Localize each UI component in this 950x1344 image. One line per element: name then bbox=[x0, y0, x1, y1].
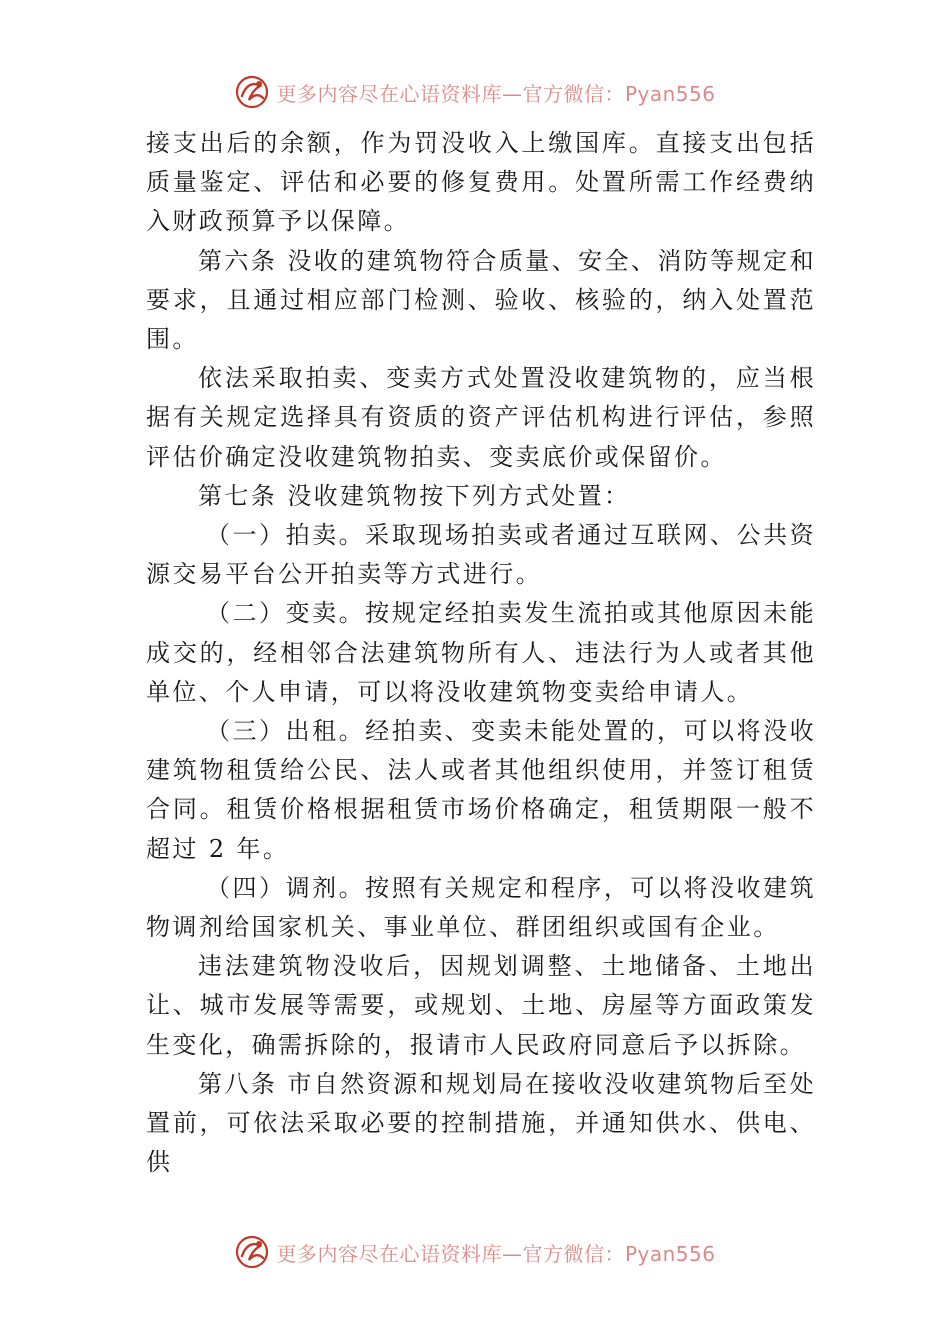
paragraph: （三）出租。经拍卖、变卖未能处置的，可以将没收建筑物租赁给公民、法人或者其他组织使用，并签订租赁合同。租赁价格根据租赁市场价格确定，租赁期限一般不超过 2 年。 bbox=[146, 717, 816, 863]
paragraph: 第六条 没收的建筑物符合质量、安全、消防等规定和要求，且通过相应部门检测、验收、核验的，纳入处置范围。 bbox=[146, 246, 816, 354]
footer-watermark bbox=[0, 1232, 950, 1272]
header-watermark bbox=[0, 72, 950, 112]
paragraph: 违法建筑物没收后，因规划调整、土地储备、土地出让、城市发展等需要，或规划、土地、房屋等方面政策发生变化，确需拆除的，报请市人民政府同意后予以拆除。 bbox=[146, 952, 816, 1059]
paragraph: 第七条 没收建筑物按下列方式处置： bbox=[198, 481, 631, 510]
paragraph: （四）调剂。按照有关规定和程序，可以将没收建筑物调剂给国家机关、事业单位、群团组织或国有企业。 bbox=[146, 873, 816, 942]
document-body bbox=[146, 124, 816, 1182]
signature-logo-icon bbox=[234, 1234, 270, 1270]
watermark-text: 更多内容尽在心语资料库—官方微信：Pyan556 bbox=[276, 81, 716, 106]
paragraph: 第八条 市自然资源和规划局在接收没收建筑物后至处置前，可依法采取必要的控制措施，并通知供水、供电、供 bbox=[146, 1069, 816, 1177]
paragraph: （二）变卖。按规定经拍卖发生流拍或其他原因未能成交的，经相邻合法建筑物所有人、违法行为人或者其他单位、个人申请，可以将没收建筑物变卖给申请人。 bbox=[146, 599, 816, 706]
watermark-text: 更多内容尽在心语资料库—官方微信：Pyan556 bbox=[276, 1241, 716, 1266]
paragraph: 接支出后的余额，作为罚没收入上缴国库。直接支出包括质量鉴定、评估和必要的修复费用。处置所需工作经费纳入财政预算予以保障。 bbox=[146, 129, 816, 236]
signature-logo-icon bbox=[234, 74, 270, 110]
paragraph: 依法采取拍卖、变卖方式处置没收建筑物的，应当根据有关规定选择具有资质的资产评估机构进行评估，参照评估价确定没收建筑物拍卖、变卖底价或保留价。 bbox=[146, 364, 816, 471]
paragraph: （一）拍卖。采取现场拍卖或者通过互联网、公共资源交易平台公开拍卖等方式进行。 bbox=[146, 521, 816, 589]
